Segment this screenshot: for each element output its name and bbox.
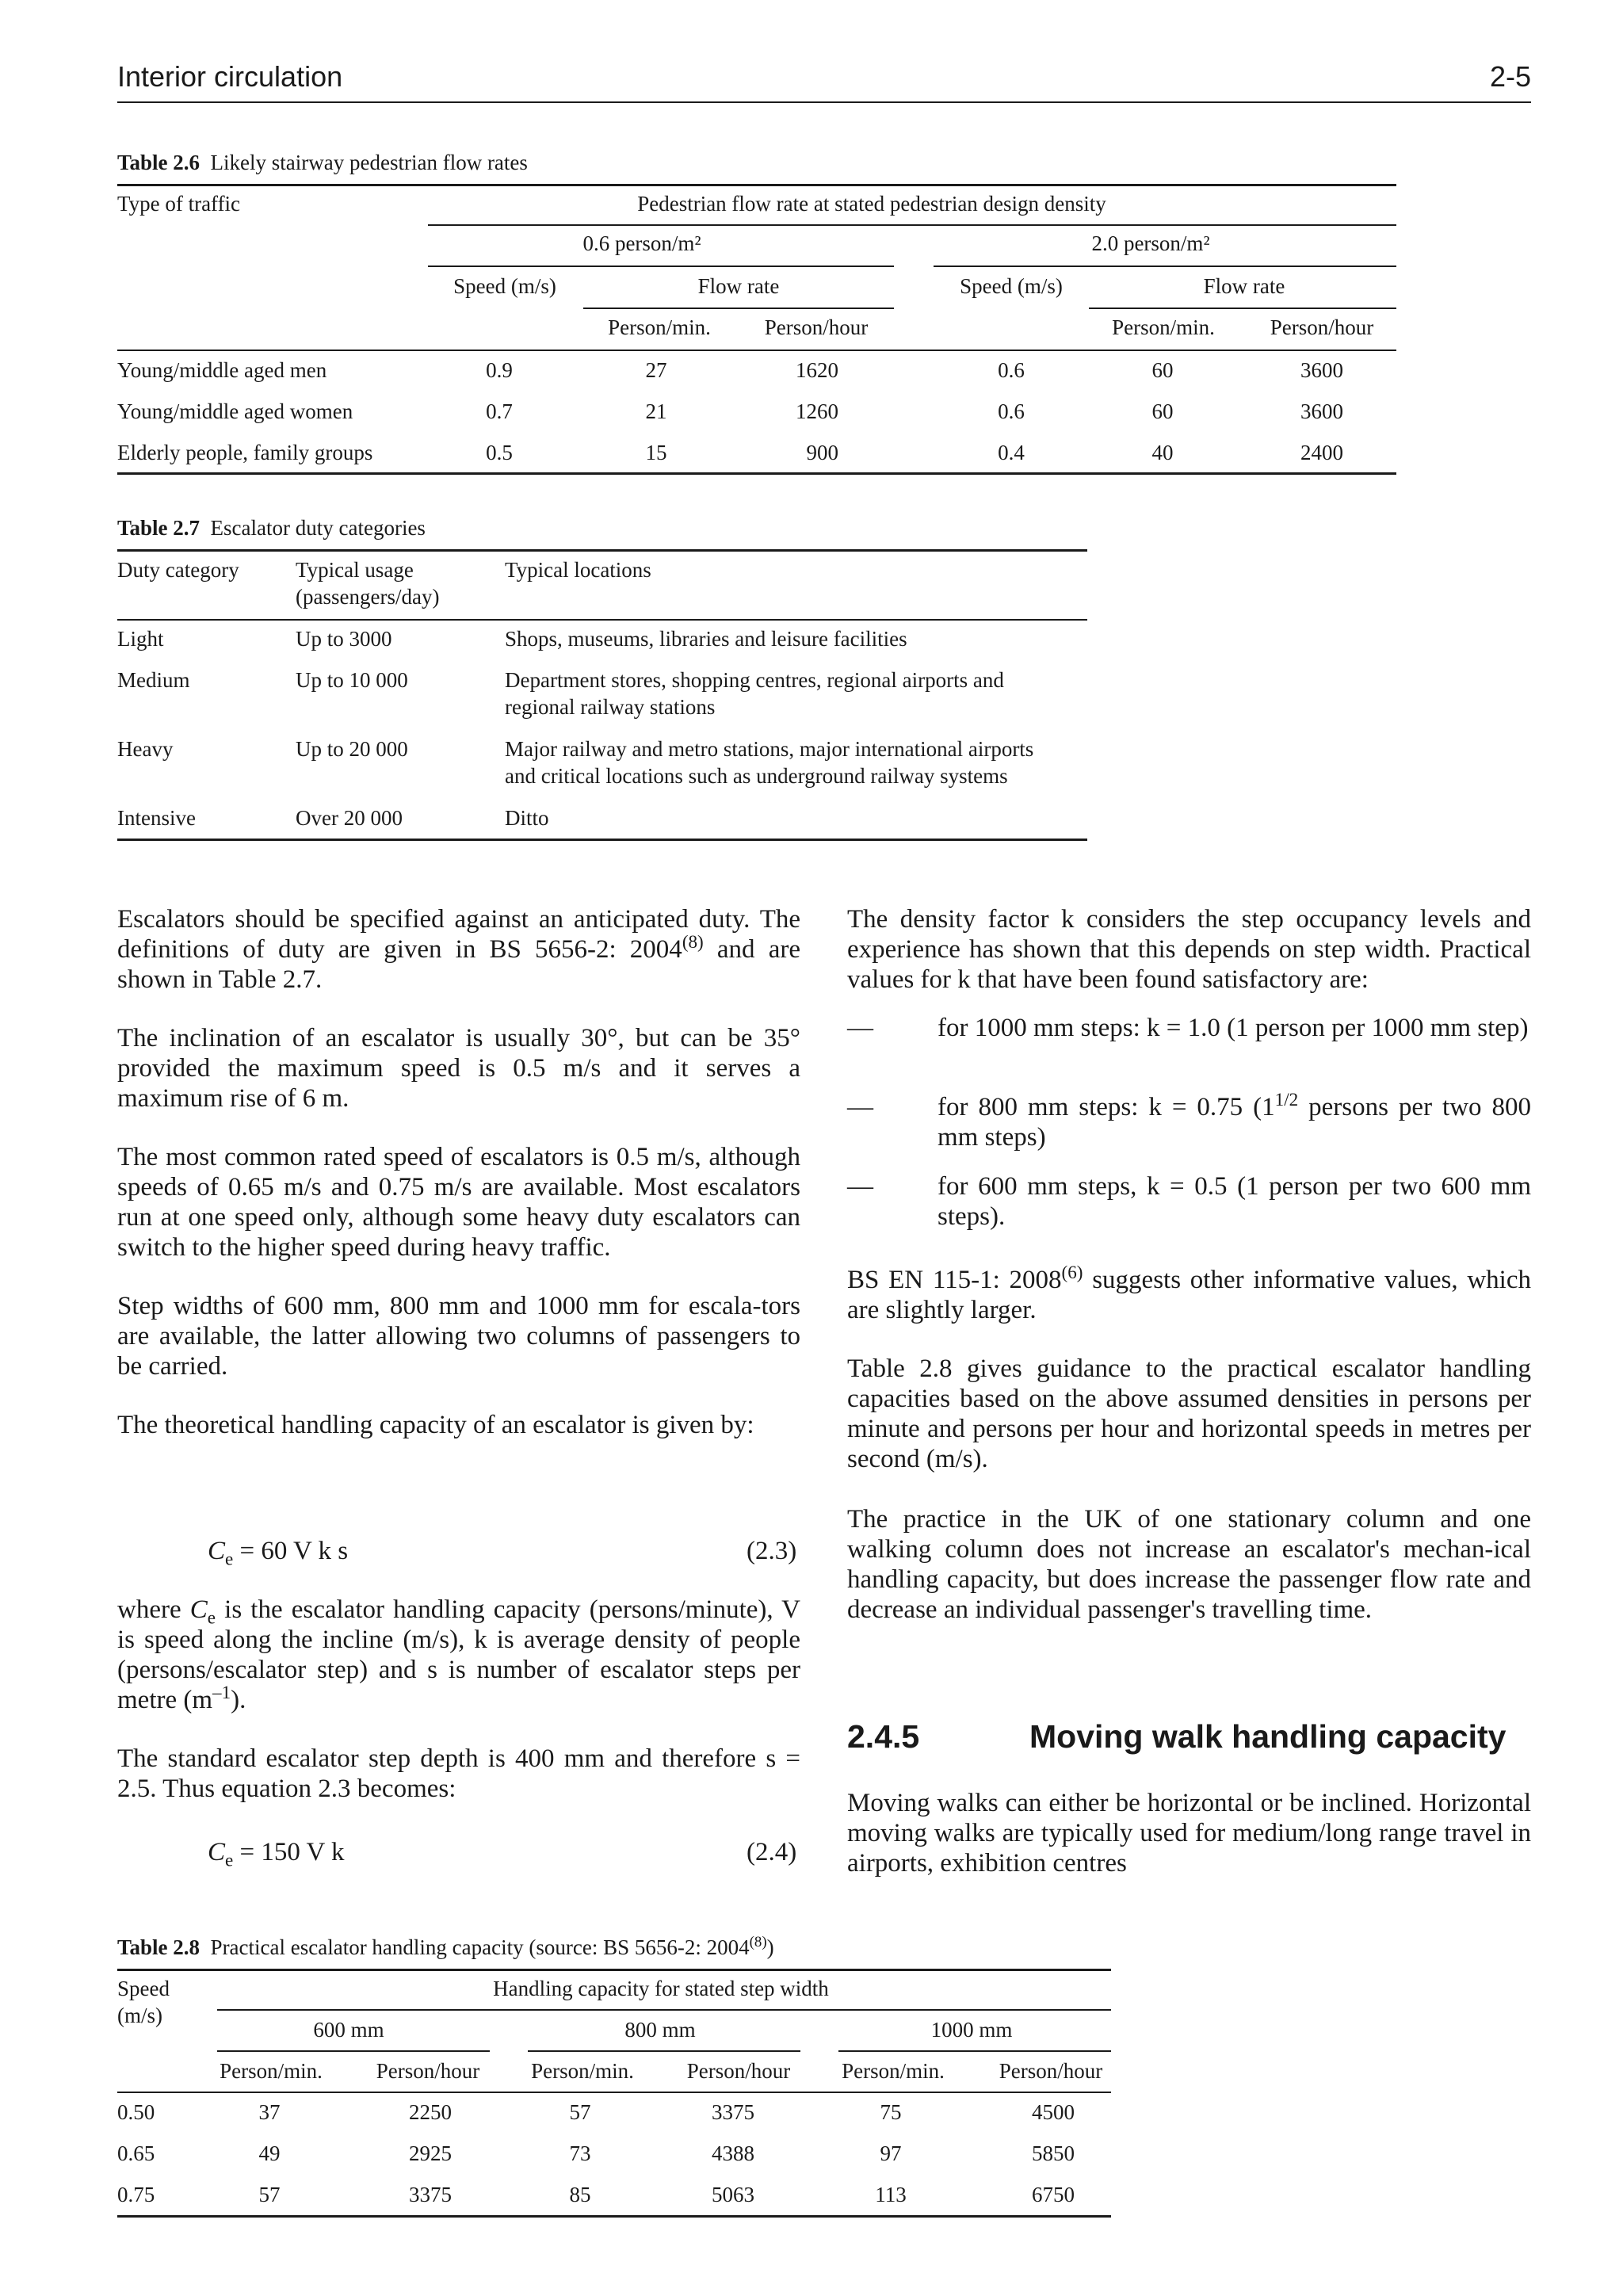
table-cell: Up to 20 000 [296,737,408,761]
table-cell: Department stores, shopping centres, regional airports and [505,668,1004,692]
table-cell: 40 [1151,441,1174,464]
table-cell: 73 [569,2141,591,2165]
col-header-per-hour: Person/hour [376,2059,480,2083]
table-cell: 1260 [796,399,838,423]
table-cell: Up to 10 000 [296,668,408,692]
table-cell: Up to 3000 [296,627,392,651]
table-cell: 3375 [409,2183,452,2206]
table-rule [117,350,1396,351]
table-cell: 0.6 [998,399,1025,423]
table-cell: 5063 [712,2183,754,2206]
table-rule [428,266,894,267]
left-column-text-2 [117,1595,800,1832]
table-rule [217,2009,1111,2011]
paragraph: where $C_e$ is the escalator handling capacity (persons/minute), V is speed along the incline (m/s), k is average density of people (persons/escalator step) and s is number of escalator steps per metre $(m^{-1})$. [117,1595,800,1714]
col-header-usage-unit: (passengers/day) [296,585,440,609]
table-cell: 60 [1151,358,1174,382]
table-cell: Elderly people, family groups [117,441,373,464]
table-cell: Shops, museums, libraries and leisure facilities [505,627,907,651]
span-header: Pedestrian flow rate at stated pedestrian design density [637,192,1106,216]
table-rule [1089,308,1396,309]
table-cell: 0.7 [486,399,513,423]
table-cell: and critical locations such as underground railway systems [505,764,1008,788]
list-item: for 800 mm steps: k = 0.75 ($1^{1/2}$ persons per two 800 mm steps) [938,1089,1531,1152]
equation-number: (2.4) [747,1838,797,1866]
list-item: for 600 mm steps, k = 0.5 (1 person per two 600 mm steps). [938,1172,1531,1231]
paragraph: The theoretical handling capacity of an escalator is given by: [117,1411,754,1439]
col-header-per-hour: Person/hour [686,2059,791,2083]
col-header-speed-unit: (m/s) [117,2004,162,2027]
table-cell: 75 [880,2100,902,2124]
width-header: 800 mm [624,2018,696,2042]
section-number: 2.4.5 [847,1718,920,1755]
table-rule [217,2050,490,2052]
dash-marker: — [847,1172,873,1201]
col-header-speed: Speed [117,1977,170,2000]
list-item: for 1000 mm steps: k = 1.0 (1 person per 1000 mm step) [938,1014,1529,1042]
paragraph: The practice in the UK of one stationary column and one walking column does not increase an escalator's mechan-ical handling capacity, but does increase the passenger flow rate and decrease an individual passenger's travelling time. [847,1505,1531,1624]
table-rule [117,619,1087,621]
table-rule-bottom [117,2215,1111,2218]
table-cell: 0.9 [486,358,513,382]
paragraph: The standard escalator step depth is 400 mm and therefore s = 2.5. Thus equation 2.3 becomes: [117,1744,800,1803]
table-cell: Medium [117,668,190,692]
paragraph: Moving walks can either be horizontal or be inclined. Horizontal moving walks are typically used for medium/long range travel in airports, exhibition centres [847,1789,1531,1878]
col-header-usage: Typical usage [296,558,414,582]
table-rule [528,2050,800,2052]
col-header-speed: Speed (m/s) [453,274,556,298]
table-label: Table 2.7 [117,516,200,540]
paragraph: The most common rated speed of escalators is 0.5 m/s, although speeds of 0.65 m/s and 0.75 m/s are available. Most escalators run at one speed only, although some heavy duty escalators can switch to the higher speed during heavy traffic. [117,1143,800,1262]
table-cell: 1620 [796,358,838,382]
table-cell: 57 [258,2183,281,2206]
equation-2-4: $C_e = 150$ V k [208,1838,345,1870]
table-rule-top [117,184,1396,186]
paragraph: The density factor k considers the step occupancy levels and experience has shown that this depends on step width. Practical values for k that have been found satisfactory are: [847,905,1531,994]
table-caption-text: Likely stairway pedestrian flow rates [210,151,528,174]
col-header-flow: Flow rate [1203,274,1285,298]
table-cell: Young/middle aged women [117,399,353,423]
table-cell: regional railway stations [505,695,716,719]
table-cell: 900 [806,441,838,464]
table-cell: 0.4 [998,441,1025,464]
col-header-per-min: Person/min. [842,2059,945,2083]
table-cell: Over 20 000 [296,806,403,830]
right-column-text-2 [847,1262,1531,1653]
col-header-per-min: Person/min. [1112,315,1215,339]
col-header-speed: Speed (m/s) [960,274,1063,298]
table-cell: 2925 [409,2141,452,2165]
table-cell: 6750 [1032,2183,1075,2206]
table-cell: Intensive [117,806,196,830]
table-cell: 0.6 [998,358,1025,382]
table-cell: 60 [1151,399,1174,423]
table-cell: 57 [569,2100,591,2124]
table-cell: 113 [875,2183,907,2206]
right-column-text-3 [847,1788,1531,1907]
col-header-per-min: Person/min. [531,2059,634,2083]
table-cell: 0.75 [117,2183,155,2206]
table-rule [838,2050,1111,2052]
table-cell: 2400 [1300,441,1343,464]
table-cell: 15 [645,441,667,464]
width-header: 600 mm [313,2018,384,2042]
table-rule-top [117,549,1087,552]
table-cell: Young/middle aged men [117,358,327,382]
span-header: Handling capacity for stated step width [493,1977,829,2000]
table-label: Table 2.8 [117,1935,200,1959]
paragraph: Table 2.8 gives guidance to the practical escalator handling capacities based on the above assumed densities in persons per minute and persons per hour and horizontal speeds in metres per second (m/s). [847,1354,1531,1473]
table-cell: 3600 [1300,399,1343,423]
table-rule [583,308,894,309]
table-cell: 0.50 [117,2100,155,2124]
table-cell: 37 [258,2100,281,2124]
equation-number: (2.3) [747,1537,797,1565]
table-cell: Major railway and metro stations, major international airports [505,737,1034,761]
col-header-duty: Duty category [117,558,239,582]
table-caption [117,516,426,541]
table-cell: Light [117,627,164,651]
left-column-text-1 [117,904,800,1469]
table-rule-top [117,1969,1111,1971]
col-header-per-min: Person/min. [220,2059,323,2083]
paragraph: Escalators should be specified against an anticipated duty. The definitions of duty are given in BS 5656-2: 2004$^{(8)}$ and are shown in Table 2.7. [117,905,800,994]
right-column-text-1 [847,904,1531,1023]
table-cell: 0.65 [117,2141,155,2165]
table-rule [934,266,1396,267]
col-header-locations: Typical locations [505,558,651,582]
table-cell: 85 [569,2183,591,2206]
density-header: 0.6 person/m² [582,231,701,255]
section-title: Moving walk handling capacity [1029,1718,1507,1755]
col-header-type: Type of traffic [117,192,241,216]
equation-2-3: $C_e = 60$ V k s [208,1537,349,1569]
width-header: 1000 mm [930,2018,1013,2042]
table-cell: 3375 [712,2100,754,2124]
table-caption: Table 2.8 Practical escalator handling capacity (source: BS 5656-2: 2004$^{(8)}$) [117,1934,774,1959]
table-cell: 5850 [1032,2141,1075,2165]
table-cell: Heavy [117,737,174,761]
paragraph: BS EN 115-1: 2008$^{(6)}$ suggests other informative values, which are slightly larger. [847,1262,1531,1324]
table-label: Table 2.6 [117,151,200,174]
table-caption [117,151,528,175]
table-cell: 97 [880,2141,902,2165]
table-cell: 0.5 [486,441,513,464]
table-cell: 2250 [409,2100,452,2124]
table-cell: 27 [645,358,667,382]
table-cell: 4388 [712,2141,754,2165]
density-header: 2.0 person/m² [1091,231,1210,255]
col-header-per-hour: Person/hour [999,2059,1103,2083]
dash-marker: — [847,1093,873,1121]
table-cell: 4500 [1032,2100,1075,2124]
table-caption-text: Escalator duty categories [210,516,426,540]
running-header [117,57,1531,103]
table-cell: Ditto [505,806,549,830]
table-cell: 3600 [1300,358,1343,382]
paragraph: Step widths of 600 mm, 800 mm and 1000 mm for escala-tors are available, the latter allowing two columns of passengers to be carried. [117,1292,800,1381]
paragraph: The inclination of an escalator is usually 30°, but can be 35° provided the maximum speed is 0.5 m/s and it serves a maximum rise of 6 m. [117,1024,800,1113]
dash-marker: — [847,1014,873,1042]
table-cell: 49 [258,2141,281,2165]
table-rule [117,2092,1111,2093]
page-number: 2-5 [1489,60,1531,93]
col-header-per-hour: Person/hour [764,315,869,339]
table-rule-bottom [117,839,1087,841]
col-header-per-min: Person/min. [608,315,711,339]
table-rule [428,224,1396,226]
col-header-flow: Flow rate [697,274,780,298]
table-cell: 21 [645,399,667,423]
header-title: Interior circulation [117,60,343,93]
table-rule-bottom [117,472,1396,475]
col-header-per-hour: Person/hour [1270,315,1374,339]
